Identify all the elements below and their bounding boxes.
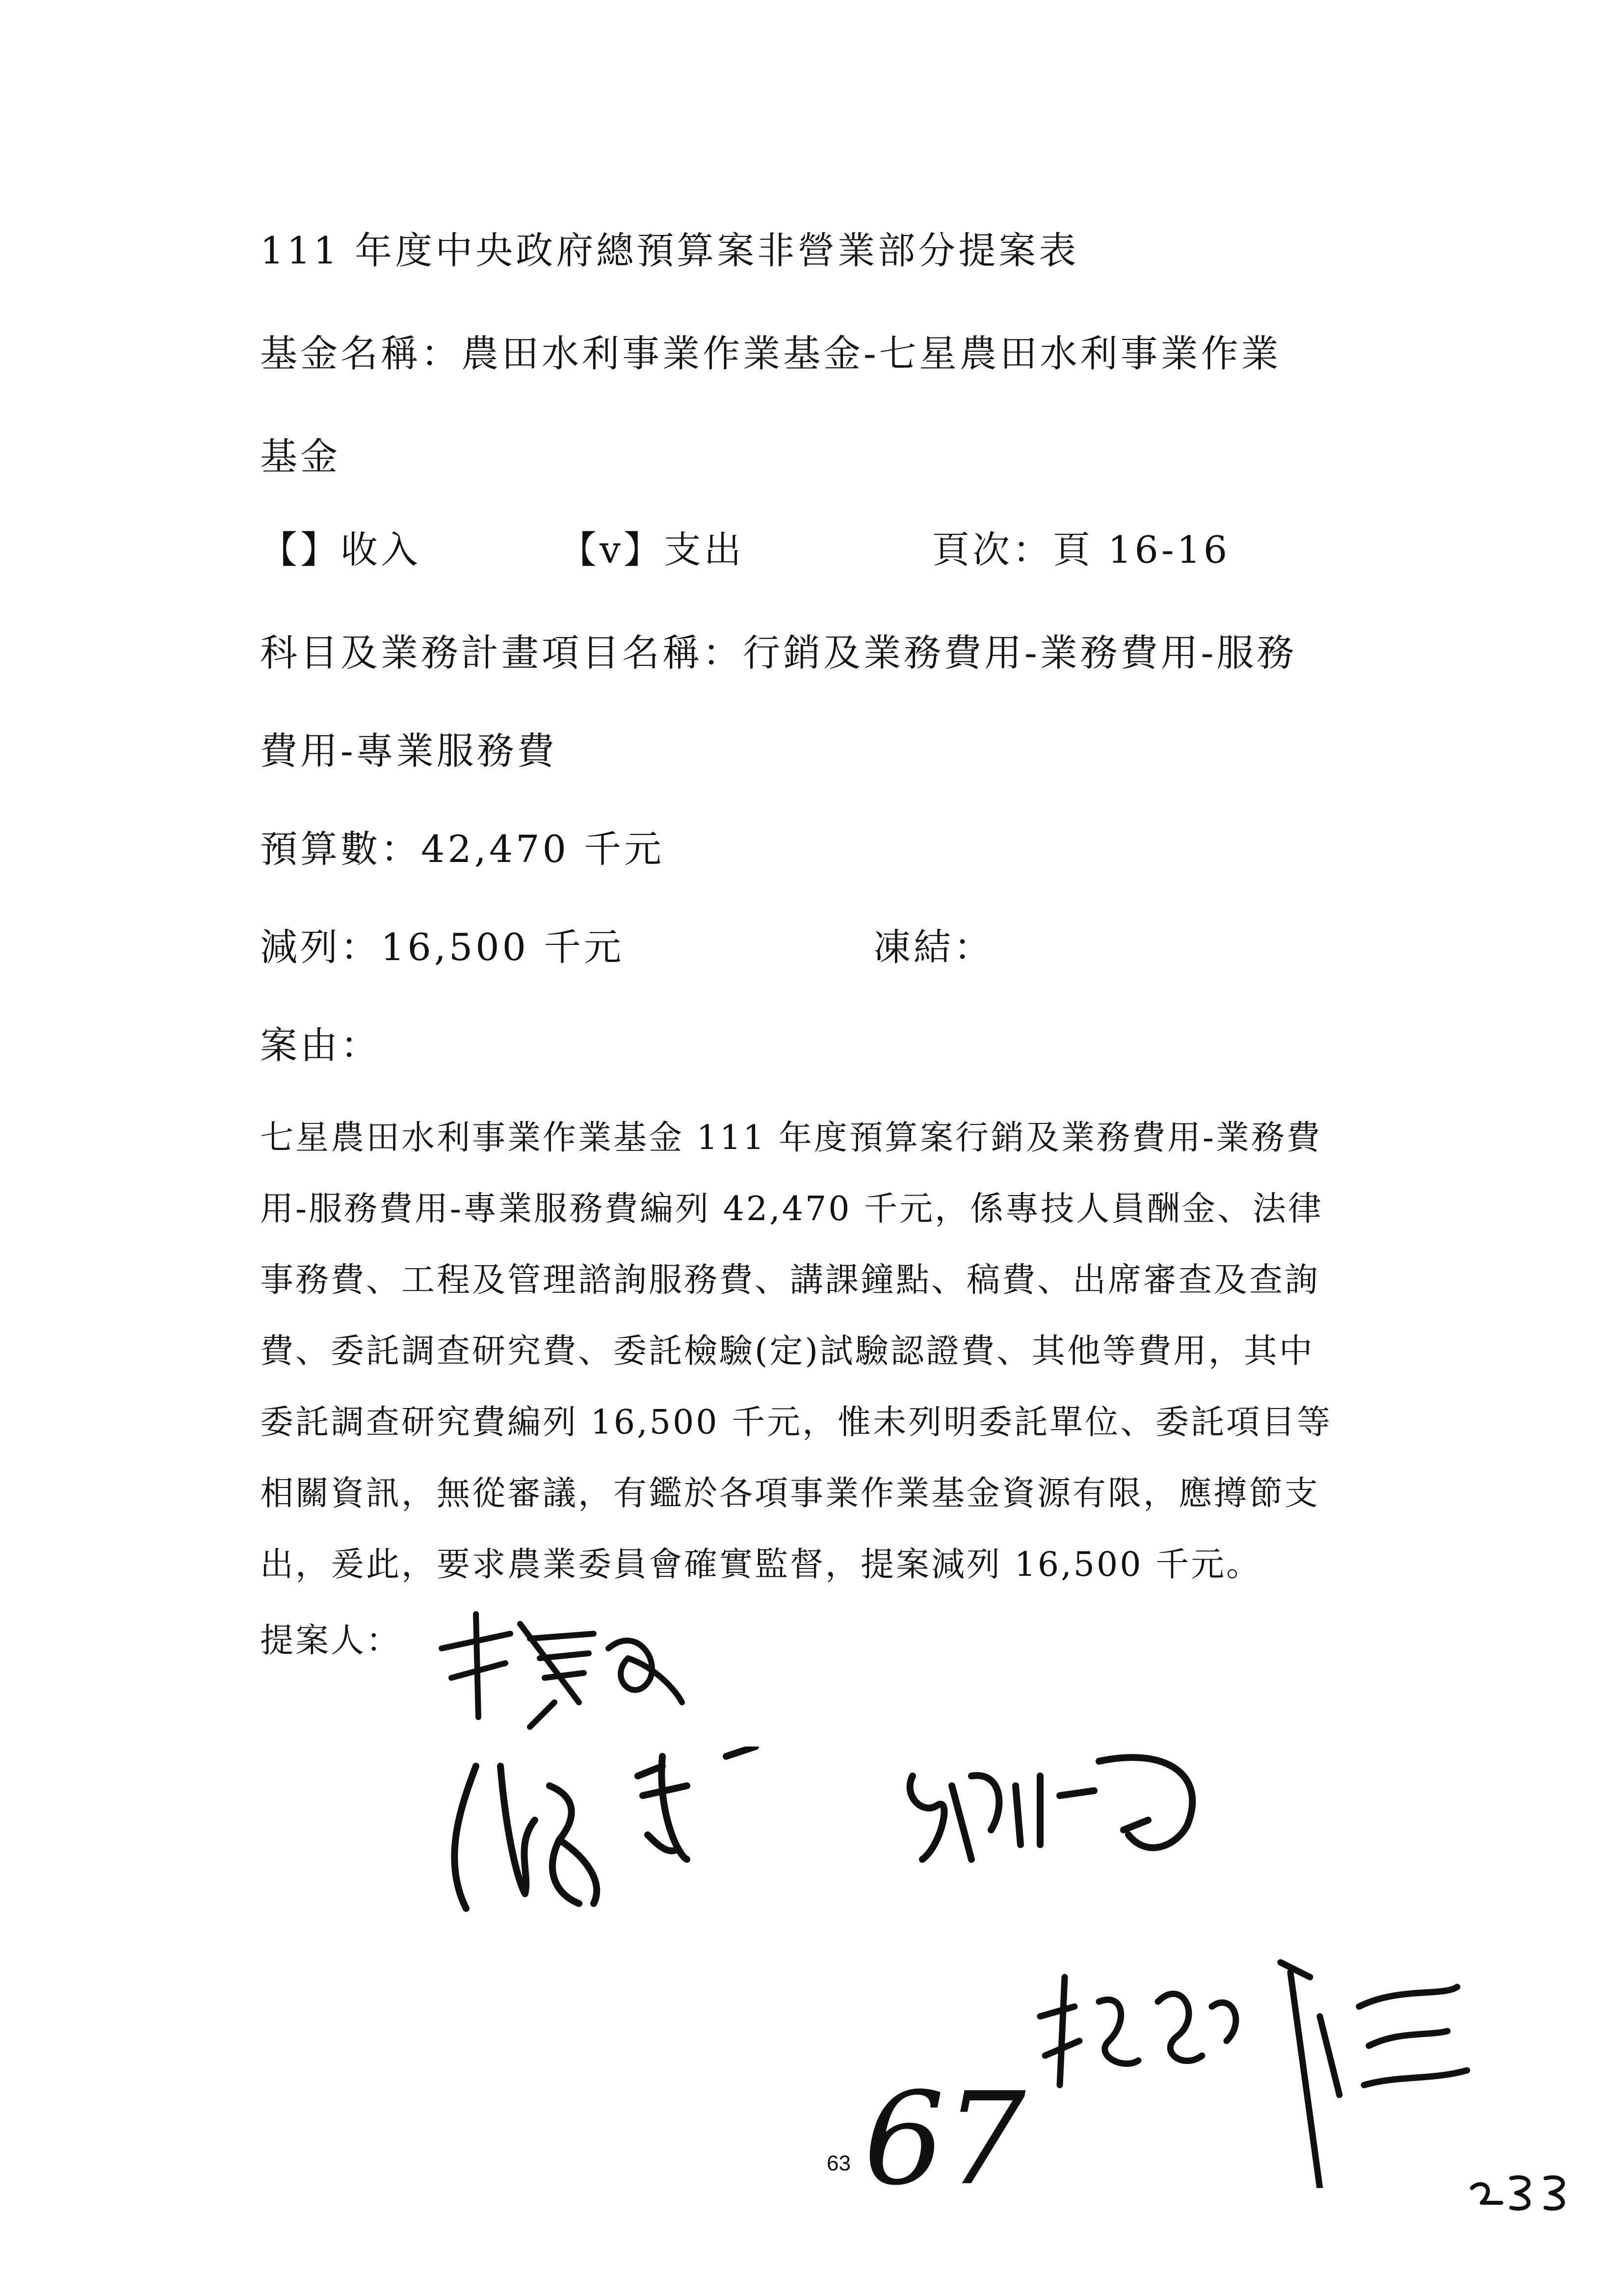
fund-name-line1: 基金名稱：農田水利事業作業基金-七星農田水利事業作業 bbox=[260, 332, 1282, 375]
item-name-line2: 費用-專業服務費 bbox=[260, 729, 557, 773]
page-number: 63 bbox=[827, 2151, 851, 2175]
signature-4 bbox=[1025, 1957, 1487, 2190]
expense-checkbox-label: 【v】支出 bbox=[559, 528, 744, 572]
proposer-label: 提案人： bbox=[260, 1621, 402, 1660]
reason-line: 相關資訊，無從審議，有鑑於各項事業作業基金資源有限，應撙節支 bbox=[260, 1474, 1320, 1513]
document-title: 111 年度中央政府總預算案非營業部分提案表 bbox=[260, 229, 1079, 272]
fund-name-line2: 基金 bbox=[260, 435, 341, 478]
freeze-field: 凍結： bbox=[873, 925, 994, 969]
page-reference: 頁次：頁 16-16 bbox=[932, 528, 1231, 572]
reason-line: 費、委託調查研究費、委託檢驗(定)試驗認證費、其他等費用，其中 bbox=[260, 1332, 1315, 1371]
handwritten-page-number: 67 bbox=[864, 2065, 1026, 2214]
income-checkbox-label: 【】收入 bbox=[260, 528, 421, 572]
reason-line: 出，爰此，要求農業委員會確實監督，提案減列 16,500 千元。 bbox=[260, 1545, 1262, 1584]
signature-2 bbox=[432, 1747, 854, 1935]
item-name-line1: 科目及業務計畫項目名稱：行銷及業務費用-業務費用-服務 bbox=[260, 631, 1297, 675]
reason-line: 七星農田水利事業作業基金 111 年度預算案行銷及業務費用-業務費 bbox=[260, 1119, 1322, 1157]
reason-line: 事務費、工程及管理諮詢服務費、講課鐘點、稿費、出席審查及查詢 bbox=[260, 1261, 1320, 1300]
reason-label: 案由： bbox=[260, 1023, 381, 1067]
reason-line: 委託調查研究費編列 16,500 千元，惟未列明委託單位、委託項目等 bbox=[260, 1403, 1333, 1442]
signature-1 bbox=[432, 1604, 687, 1734]
reduction-amount: 減列：16,500 千元 bbox=[260, 925, 625, 969]
reason-line: 用-服務費用-專業服務費編列 42,470 千元，係專技人員酬金、法律 bbox=[260, 1190, 1324, 1228]
signature-initials-mark bbox=[1462, 2159, 1585, 2219]
budget-amount: 預算數：42,470 千元 bbox=[260, 827, 665, 871]
signature-3 bbox=[893, 1747, 1207, 1876]
